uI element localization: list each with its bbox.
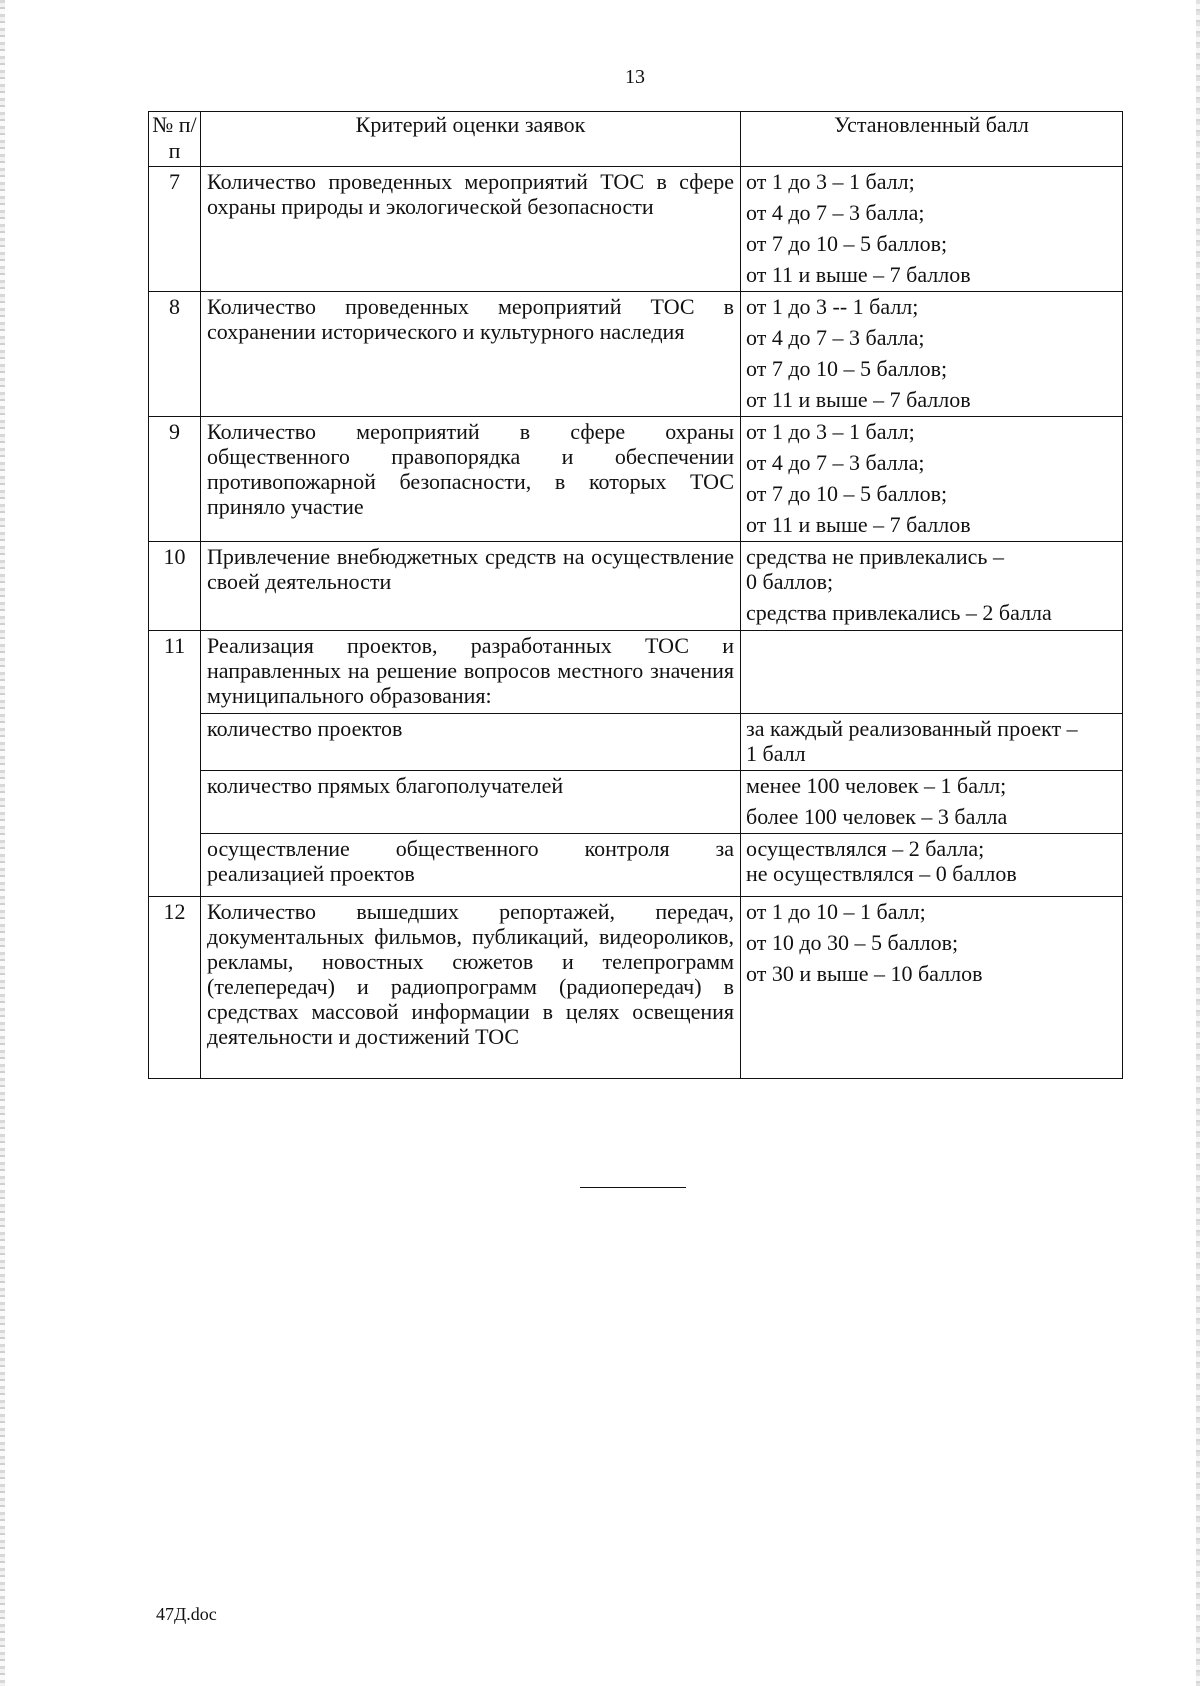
criterion-cell: Привлечение внебюджетных средств на осуществление своей деятельности	[201, 542, 741, 631]
document-filename: 47Д.doc	[156, 1604, 217, 1624]
criterion-cell: Количество проведенных мероприятий ТОС в сфере охраны природы и экологической безопасности	[201, 167, 741, 292]
score-cell	[741, 292, 1123, 417]
score-line: от 4 до 7 – 3 балла;	[746, 450, 925, 475]
row-number: 10	[149, 542, 201, 631]
score-cell	[741, 167, 1123, 292]
table-subrow	[149, 834, 1123, 897]
score-line: от 4 до 7 – 3 балла;	[746, 325, 925, 350]
row-number: 7	[149, 167, 201, 292]
criterion-cell: Количество вышедших репортажей, передач, документальных фильмов, публикаций, видеороликов, рекламы, новостных сюжетов и телепрограмм (телепередач) и радиопрограмм (радиопередач) в средствах массовой информации в целях освещения деятельности и достижений ТОС	[201, 897, 741, 1079]
criterion-cell: Количество мероприятий в сфере охраны общественного правопорядка и обеспечении противопожарной безопасности, в которых ТОС приняло участие	[201, 417, 741, 542]
row-number: 8	[149, 292, 201, 417]
score-line: от 7 до 10 – 5 баллов;	[746, 356, 948, 381]
score-line: от 1 до 10 – 1 балл;	[746, 899, 926, 924]
criterion-cell: осуществление общественного контроля за реализацией проектов	[201, 834, 741, 897]
criterion-cell: Количество проведенных мероприятий ТОС в сохранении исторического и культурного наследия	[201, 292, 741, 417]
row-number: 12	[149, 897, 201, 1079]
score-cell	[741, 714, 1123, 771]
scan-edge-right	[1196, 0, 1200, 1686]
criterion-cell: Реализация проектов, разработанных ТОС и направленных на решение вопросов местного значения муниципального образования:	[201, 631, 741, 714]
score-line: 0 баллов;	[746, 569, 834, 594]
table-row	[149, 542, 1123, 631]
score-line: средства привлекались – 2 балла	[746, 600, 1052, 625]
score-cell	[741, 834, 1123, 897]
score-cell	[741, 631, 1123, 714]
table-row	[149, 417, 1123, 542]
header-num: № п/п	[149, 112, 201, 167]
header-criterion: Критерий оценки заявок	[201, 112, 741, 167]
score-line: менее 100 человек – 1 балл;	[746, 773, 1007, 798]
score-cell	[741, 897, 1123, 1079]
score-line: от 7 до 10 – 5 баллов;	[746, 231, 948, 256]
page-number: 13	[625, 66, 645, 88]
criterion-cell: количество прямых благополучателей	[201, 771, 741, 834]
score-cell	[741, 542, 1123, 631]
score-line: за каждый реализованный проект –	[746, 716, 1078, 741]
score-line: более 100 человек – 3 балла	[746, 804, 1008, 829]
score-line: 1 балл	[746, 741, 806, 766]
end-of-document-rule	[580, 1187, 686, 1188]
score-line: от 7 до 10 – 5 баллов;	[746, 481, 948, 506]
row-number: 11	[149, 631, 201, 897]
score-line: осуществлялся – 2 балла;	[746, 836, 985, 861]
score-line: от 11 и выше – 7 баллов	[746, 387, 971, 412]
header-score: Установленный балл	[741, 112, 1123, 167]
table-row	[149, 897, 1123, 1079]
scan-edge-left	[0, 0, 5, 1686]
table-row	[149, 167, 1123, 292]
score-line: от 1 до 3 – 1 балл;	[746, 419, 915, 444]
score-line: от 1 до 3 – 1 балл;	[746, 169, 915, 194]
score-line: от 4 до 7 – 3 балла;	[746, 200, 925, 225]
criteria-table	[148, 111, 1123, 1079]
table-subrow	[149, 714, 1123, 771]
row-number: 9	[149, 417, 201, 542]
score-cell	[741, 417, 1123, 542]
score-line: средства не привлекались –	[746, 544, 1004, 569]
score-line: от 1 до 3 -- 1 балл;	[746, 294, 919, 319]
score-line: от 11 и выше – 7 баллов	[746, 512, 971, 537]
score-cell	[741, 771, 1123, 834]
score-line: от 30 и выше – 10 баллов	[746, 961, 983, 986]
table-subrow	[149, 771, 1123, 834]
table-row	[149, 292, 1123, 417]
table-header-row	[149, 112, 1123, 167]
criterion-cell: количество проектов	[201, 714, 741, 771]
score-line: от 10 до 30 – 5 баллов;	[746, 930, 959, 955]
score-line: не осуществлялся – 0 баллов	[746, 861, 1017, 886]
score-line: от 11 и выше – 7 баллов	[746, 262, 971, 287]
table-row	[149, 631, 1123, 714]
